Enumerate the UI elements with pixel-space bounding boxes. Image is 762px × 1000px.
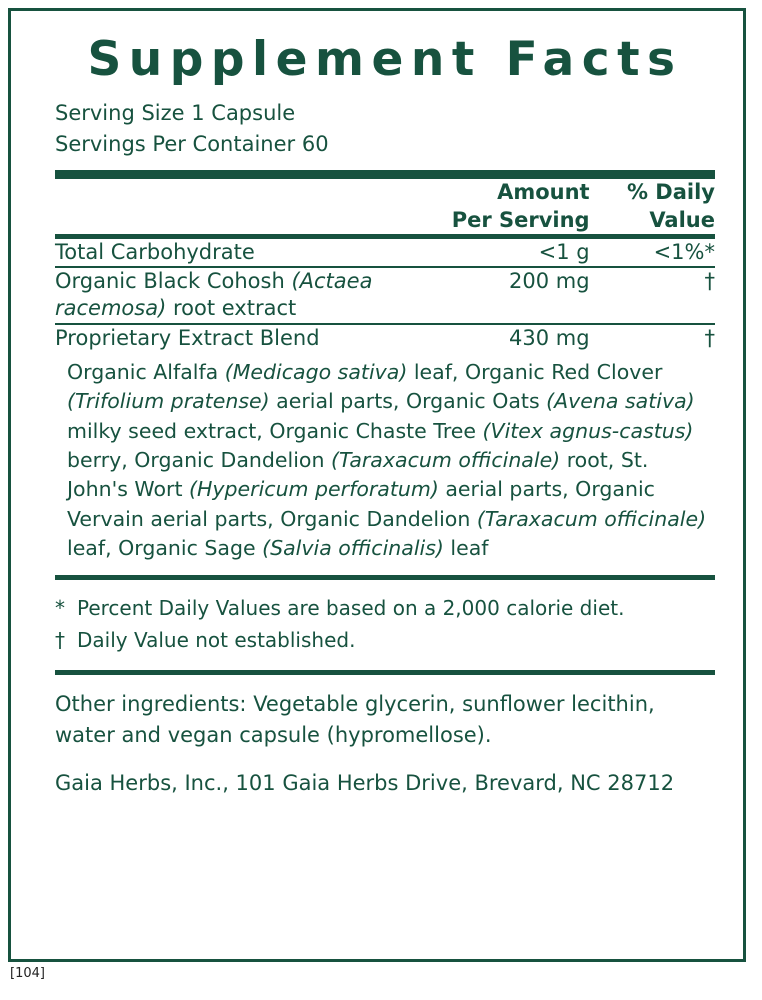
row-amount: 430 mg xyxy=(509,325,590,350)
row-amount: <1 g xyxy=(538,239,590,264)
table-row xyxy=(55,268,715,323)
table-row xyxy=(55,239,715,266)
row-proprietary-blend-table xyxy=(55,325,715,352)
row-name-pre: Organic Black Cohosh xyxy=(55,269,292,294)
row-name-latin: (Actaea racemosa) xyxy=(55,269,373,321)
row-daily-value: † xyxy=(704,269,715,294)
header-amount-line2: Per Serving xyxy=(451,207,590,232)
footnote-dagger xyxy=(55,624,715,656)
footnote-symbol: † xyxy=(55,628,65,653)
label-code: [104] xyxy=(10,966,45,981)
nutrition-table xyxy=(55,179,715,234)
footnote-symbol: * xyxy=(55,596,65,621)
label-content xyxy=(55,32,715,799)
footnote-asterisk xyxy=(55,592,715,624)
servings-per-container: Servings Per Container 60 xyxy=(55,131,329,156)
row-name xyxy=(55,268,438,323)
header-amount-line1: Amount xyxy=(497,180,590,205)
header-spacer xyxy=(55,179,438,234)
supplement-facts-panel xyxy=(8,8,746,962)
table-header-row xyxy=(55,179,715,234)
row-daily-value: <1%* xyxy=(653,239,715,264)
footnote-text: Daily Value not established. xyxy=(77,628,356,653)
table-row xyxy=(55,325,715,352)
header-dv-line1: % Daily xyxy=(626,180,715,205)
row-daily-value: † xyxy=(704,325,715,350)
footnote-text: Percent Daily Values are based on a 2,000 calorie diet. xyxy=(77,596,625,621)
other-ingredients: Other ingredients: Vegetable glycerin, sunflower lecithin, water and vegan capsule (hypromellose). xyxy=(55,692,655,747)
header-dv-line2: Value xyxy=(649,207,715,232)
row-name: Total Carbohydrate xyxy=(55,239,255,264)
header-daily-value xyxy=(590,179,715,234)
page-title: Supplement Facts xyxy=(87,32,683,87)
divider-thick-top xyxy=(55,170,715,179)
row-amount: 200 mg xyxy=(509,269,590,294)
blend-ingredients-text: Organic Alfalfa (Medicago sativa) leaf, Organic Red Clover (Trifolium pratense) aerial parts, Organic Oats (Avena sativa) milky seed extract, Organic Chaste Tree (Vitex agnus-castus) berry, Organic Dandelion (Taraxacum officinale) root, St. John's Wort (Hypericum perforatum) aerial parts, Organic Vervain aerial parts, Organic Dandelion (Taraxacum officinale) leaf, Organic Sage (Salvia officinalis) leaf xyxy=(67,360,707,560)
blend-ingredients xyxy=(55,352,715,575)
row-total-carbohydrate-table xyxy=(55,239,715,266)
row-name-post: root extract xyxy=(166,296,297,321)
row-black-cohosh-table xyxy=(55,268,715,323)
footnotes xyxy=(55,580,715,656)
row-name: Proprietary Extract Blend xyxy=(55,325,320,350)
serving-size: Serving Size 1 Capsule xyxy=(55,101,296,126)
header-amount xyxy=(438,179,590,234)
manufacturer-address: Gaia Herbs, Inc., 101 Gaia Herbs Drive, Brevard, NC 28712 xyxy=(55,771,675,796)
